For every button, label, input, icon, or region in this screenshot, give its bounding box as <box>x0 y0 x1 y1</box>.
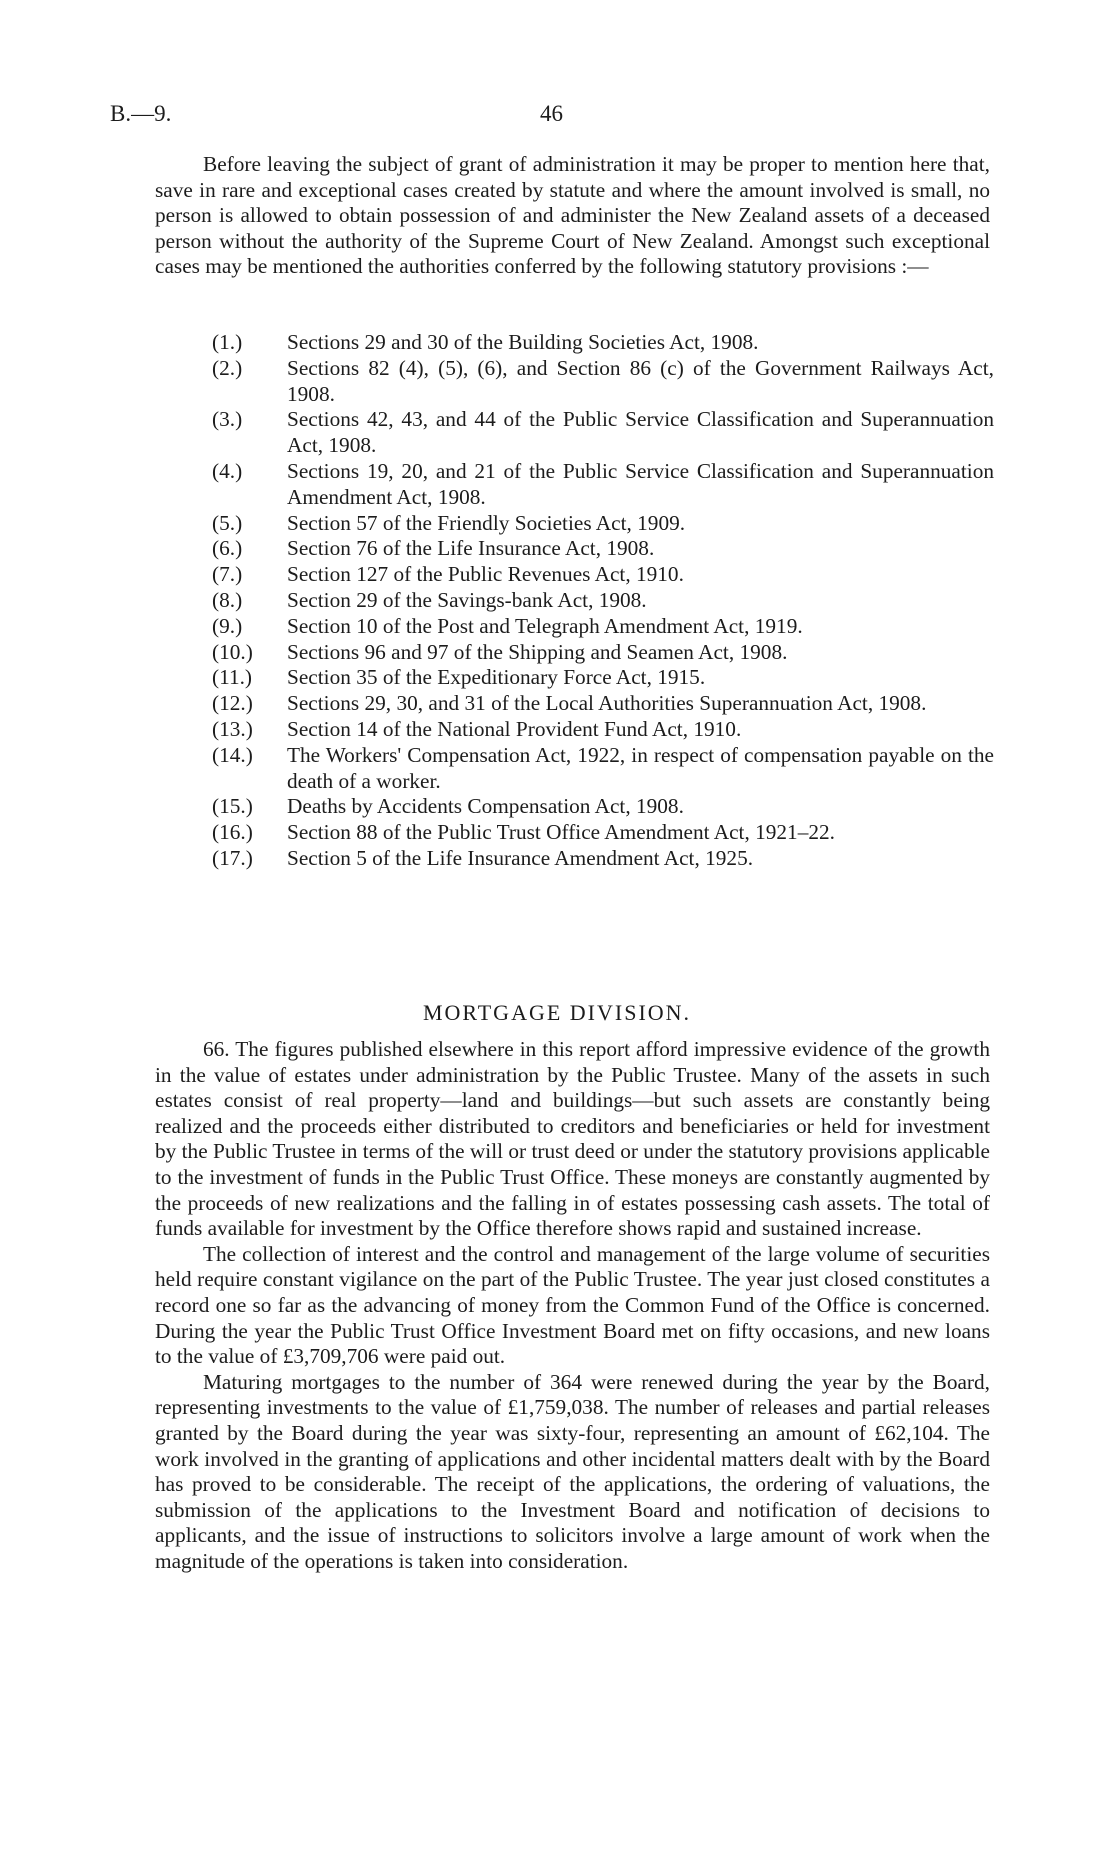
list-item-text: Section 5 of the Life Insurance Amendment Act, 1925. <box>287 845 754 870</box>
list-item-number: (2.) <box>212 355 243 380</box>
paragraph-66: 66. The figures published elsewhere in this report afford impressive evidence of the growth in the value of estates under administration by the Public Trustee. Many of the assets in such estates consist of real property—land and buildings—but such assets are constantly being realized and the proceeds either distributed to creditors and beneficiaries or held for investment by the Public Trustee in terms of the will or trust deed or under the statutory provisions applicable to the investment of funds in the Public Trust Office. These moneys are constantly augmented by the proceeds of new realizations and the falling in of estates possessing cash assets. The total of funds available for investment by the Office therefore shows rapid and sustained increase. <box>155 1037 990 1241</box>
list-item <box>212 640 994 666</box>
list-item-text: Sections 29 and 30 of the Building Societies Act, 1908. <box>287 330 759 354</box>
page-number: 46 <box>540 101 563 126</box>
list-item-number: (16.) <box>212 820 253 845</box>
paragraph-collection-of-interest: The collection of interest and the control and management of the large volume of securities held require constant vigilance on the part of the Public Trustee. The year just closed constitutes a record one so far as the advancing of money from the Common Fund of the Office is concerned. During the year the Public Trust Office Investment Board met on fifty occasions, and new loans to the value of £3,709,706 were paid out. <box>155 1241 990 1369</box>
list-item-text: Sections 82 (4), (5), (6), and Section 86 (c) of the Government Railways Act, 1908. <box>287 355 994 406</box>
list-item-text: Section 57 of the Friendly Societies Act, 1909. <box>287 510 686 535</box>
list-item-number: (6.) <box>212 536 243 561</box>
section-heading: MORTGAGE DIVISION. <box>422 1000 692 1025</box>
list-item-text: Section 29 of the Savings-bank Act, 1908. <box>287 587 647 612</box>
list-item <box>212 330 994 356</box>
list-item-text: Sections 29, 30, and 31 of the Local Authorities Superannuation Act, 1908. <box>287 691 927 716</box>
list-item-number: (13.) <box>212 716 253 741</box>
list-item-number: (9.) <box>212 613 243 638</box>
list-item-text: Section 76 of the Life Insurance Act, 1908. <box>287 536 655 561</box>
list-item <box>212 356 994 408</box>
list-item-number: (4.) <box>212 458 243 483</box>
list-item <box>212 691 994 717</box>
report-series-code: B.—9. <box>110 101 172 126</box>
intro-paragraph: Before leaving the subject of grant of administration it may be proper to mention here that, save in rare and exceptional cases created by statute and where the amount involved is small, no person is allowed to obtain possession of and administer the New Zealand assets of a deceased person without the authority of the Supreme Court of New Zealand. Amongst such exceptional cases may be mentioned the authorities conferred by the following statutory provisions :— <box>155 152 990 279</box>
list-item <box>212 717 994 743</box>
list-item-text: Section 35 of the Expeditionary Force Act, 1915. <box>287 665 706 690</box>
list-item <box>212 665 994 691</box>
intro-section <box>155 152 990 280</box>
list-item-number: (14.) <box>212 742 253 767</box>
list-item-text: Sections 42, 43, and 44 of the Public Service Classification and Superannuation Act, 1908. <box>287 407 994 458</box>
list-item-text: Section 127 of the Public Revenues Act, 1910. <box>287 562 684 587</box>
list-item-text: Deaths by Accidents Compensation Act, 1908. <box>287 794 684 819</box>
list-item-text: Section 10 of the Post and Telegraph Amendment Act, 1919. <box>287 613 803 638</box>
statutory-provisions-list <box>212 330 994 872</box>
list-item-text: Sections 96 and 97 of the Shipping and Seamen Act, 1908. <box>287 639 788 664</box>
list-item <box>212 588 994 614</box>
list-item-text: Section 88 of the Public Trust Office Amendment Act, 1921–22. <box>287 820 835 845</box>
list-item <box>212 407 994 459</box>
paragraph-maturing-mortgages: Maturing mortgages to the number of 364 were renewed during the year by the Board, representing investments to the value of £1,759,038. The number of releases and partial releases granted by the Board during the year was sixty-four, representing an amount of £62,104. The work involved in the granting of applications and other incidental matters dealt with by the Board has proved to be considerable. The receipt of the applications, the ordering of valuations, the submission of the applications to the Investment Board and notification of decisions to applicants, and the issue of instructions to solicitors involve a large amount of work when the magnitude of the operations is taken into consideration. <box>155 1369 990 1573</box>
list-item <box>212 820 994 846</box>
list-item <box>212 614 994 640</box>
list-item-number: (11.) <box>212 665 253 690</box>
list-item-text: Sections 19, 20, and 21 of the Public Service Classification and Superannuation Amendment Act, 1908. <box>287 458 994 509</box>
list-item-text: The Workers' Compensation Act, 1922, in respect of compensation payable on the death of a worker. <box>287 742 994 793</box>
list-item-number: (15.) <box>212 794 253 819</box>
list-item <box>212 794 994 820</box>
list-item-number: (12.) <box>212 691 253 716</box>
list-item-number: (8.) <box>212 587 243 612</box>
list-item-number: (7.) <box>212 562 243 587</box>
list-item-number: (3.) <box>212 407 243 432</box>
list-item <box>212 536 994 562</box>
list-item-number: (10.) <box>212 639 253 664</box>
list-item <box>212 846 994 872</box>
list-item-number: (1.) <box>212 330 243 354</box>
list-item <box>212 562 994 588</box>
list-item-number: (5.) <box>212 510 243 535</box>
list-item <box>212 511 994 537</box>
list-item-text: Section 14 of the National Provident Fund Act, 1910. <box>287 716 742 741</box>
mortgage-division-body <box>155 1037 990 1574</box>
list-item-number: (17.) <box>212 845 253 870</box>
list-item <box>212 743 994 795</box>
list-item <box>212 459 994 511</box>
